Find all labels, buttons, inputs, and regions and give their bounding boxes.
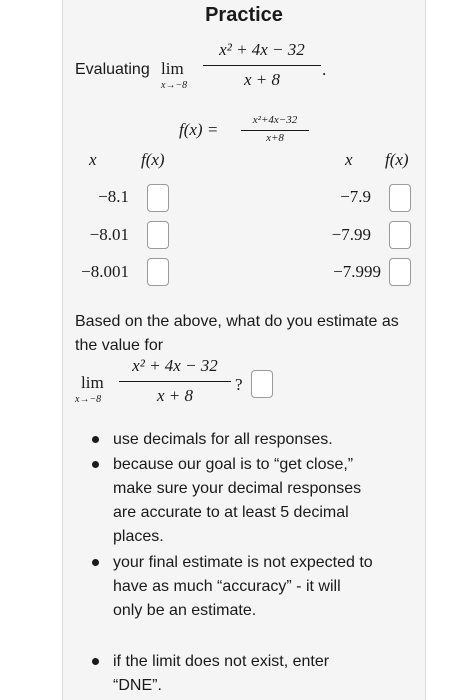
bullet-dot xyxy=(92,559,99,566)
right-fx-input-3[interactable] xyxy=(389,258,411,286)
intro-fraction-bar xyxy=(203,65,321,66)
function-lhs: f(x) = xyxy=(179,120,219,139)
left-row-x: −8.001 xyxy=(81,262,129,281)
question-denominator: x + 8 xyxy=(156,386,194,405)
left-fx-input-1[interactable] xyxy=(147,184,169,212)
question-lim: lim xyxy=(81,373,104,392)
bullet-item: because our goal is to “get close,” make sure your decimal responses are accurate to at least 5 decimal places. xyxy=(113,456,362,545)
bullet-item: if the limit does not exist, enter “DNE”. xyxy=(113,653,330,694)
function-fraction-bar xyxy=(241,130,309,131)
right-header-fx: f(x) xyxy=(385,150,409,169)
practice-panel xyxy=(62,0,426,700)
page-title: Practice xyxy=(205,4,283,26)
left-row-x: −8.1 xyxy=(98,187,129,206)
question-lim-subscript: x→−8 xyxy=(75,394,102,405)
left-fx-input-3[interactable] xyxy=(147,258,169,286)
function-numerator: x²+4x−32 xyxy=(252,114,298,126)
intro-denominator: x + 8 xyxy=(243,70,281,89)
bullet-item: your final estimate is not expected to have as much “accuracy” - it will only be an estimate. xyxy=(113,554,373,619)
left-header-fx: f(x) xyxy=(141,150,165,169)
intro-lim: lim xyxy=(161,59,184,78)
intro-period: . xyxy=(322,60,327,79)
right-fx-input-2[interactable] xyxy=(389,221,411,249)
question-text: Based on the above, what do you estimate as the value for xyxy=(75,313,399,354)
limit-estimate-input[interactable] xyxy=(251,370,273,398)
bullet-dot xyxy=(92,658,99,665)
right-row-x: −7.999 xyxy=(333,262,381,281)
left-row-x: −8.01 xyxy=(89,225,129,244)
question-mark: ? xyxy=(235,375,243,394)
intro-lim-subscript: x→−8 xyxy=(161,80,188,91)
question-fraction-bar xyxy=(119,381,231,382)
function-denominator: x+8 xyxy=(266,132,284,144)
left-header-x: x xyxy=(89,150,97,169)
right-header-x: x xyxy=(345,150,353,169)
bullet-item: use decimals for all responses. xyxy=(113,431,333,448)
bullet-dot xyxy=(92,436,99,443)
intro-numerator: x² + 4x − 32 xyxy=(219,40,305,59)
right-row-x: −7.99 xyxy=(331,225,371,244)
question-numerator: x² + 4x − 32 xyxy=(132,356,218,375)
right-fx-input-1[interactable] xyxy=(389,184,411,212)
bullet-dot xyxy=(92,461,99,468)
intro-label: Evaluating xyxy=(75,61,150,78)
right-row-x: −7.9 xyxy=(340,187,371,206)
left-fx-input-2[interactable] xyxy=(147,221,169,249)
